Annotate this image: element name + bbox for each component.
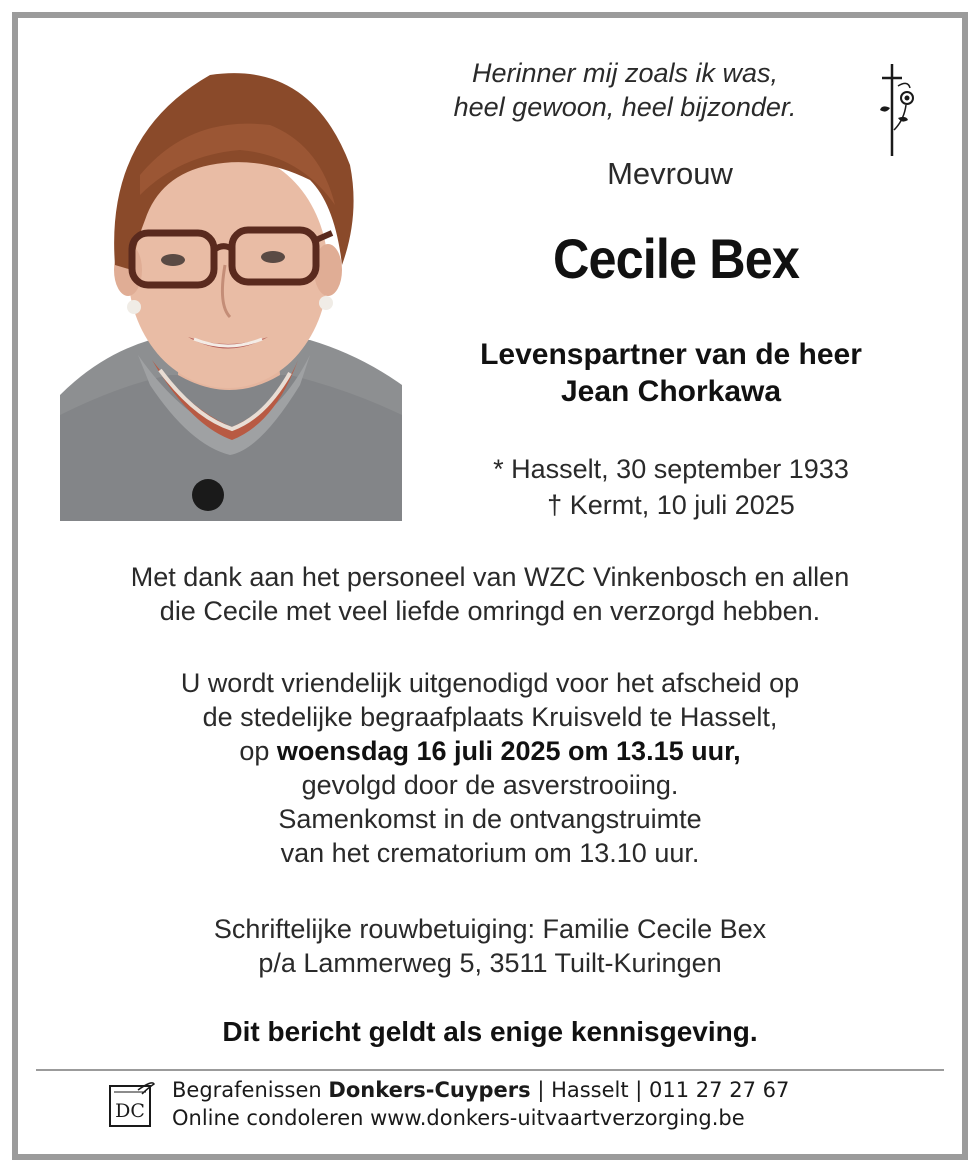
life-dates: [420, 451, 922, 523]
portrait-photo: [60, 55, 402, 521]
funeral-home-city: Hasselt: [551, 1078, 629, 1102]
invitation-line-6: van het crematorium om 13.10 uur.: [280, 838, 700, 868]
partner-line-2: Jean Chorkawa: [560, 375, 782, 408]
footer-line-1: Begrafenissen Donkers-Cuypers | Hasselt | 011 27 27 67: [172, 1078, 790, 1102]
partner-line-1: Levenspartner van de heer: [480, 338, 862, 371]
invitation-line-1: U wordt vriendelijk uitgenodigd voor het afscheid op: [180, 668, 800, 698]
thanks-paragraph: [40, 560, 940, 628]
footer-divider: [36, 1069, 944, 1071]
invitation-line-3: [40, 734, 940, 768]
thanks-line-1: Met dank aan het personeel van WZC Vinkenbosch en allen: [130, 562, 850, 592]
funeral-home-footer: [172, 1076, 789, 1132]
invitation-paragraph: [40, 666, 940, 870]
memorial-quote: [415, 56, 835, 124]
partner-info: [420, 336, 922, 410]
invitation-prefix: op: [239, 736, 270, 766]
honorific-title: Mevrouw: [607, 156, 733, 191]
quote-line-1: Herinner mij zoals ik was,: [471, 58, 779, 88]
funeral-home-name: Donkers-Cuypers: [328, 1078, 531, 1102]
death-date: † Kermt, 10 juli 2025: [547, 490, 795, 520]
svg-text:DC: DC: [115, 1100, 145, 1122]
invitation-line-4: gevolgd door de asverstrooiing.: [301, 770, 679, 800]
quote-line-2: heel gewoon, heel bijzonder.: [453, 92, 797, 122]
online-condolence-link[interactable]: Online condoleren www.donkers-uitvaartverzorging.be: [172, 1106, 745, 1130]
condolence-line-1: Schriftelijke rouwbetuiging: Familie Cecile Bex: [213, 914, 767, 944]
cross-with-rose-icon: [868, 60, 920, 160]
funeral-home-phone: 011 27 27 67: [649, 1078, 790, 1102]
thanks-line-2: die Cecile met veel liefde omringd en verzorgd hebben.: [159, 596, 821, 626]
ceremony-datetime: woensdag 16 juli 2025 om 13.15 uur,: [276, 736, 741, 766]
invitation-line-5: Samenkomst in de ontvangstruimte: [278, 804, 702, 834]
birth-date: * Hasselt, 30 september 1933: [493, 454, 849, 484]
sole-notice-statement: Dit bericht geldt als enige kennisgeving.: [222, 1016, 758, 1047]
deceased-name: Cecile Bex: [553, 227, 799, 290]
condolence-line-2: p/a Lammerweg 5, 3511 Tuilt-Kuringen: [258, 948, 722, 978]
funeral-home-logo: [108, 1080, 156, 1130]
invitation-line-2: de stedelijke begraafplaats Kruisveld te Hasselt,: [202, 702, 778, 732]
condolence-address: [40, 912, 940, 980]
footer-prefix: Begrafenissen: [172, 1078, 322, 1102]
